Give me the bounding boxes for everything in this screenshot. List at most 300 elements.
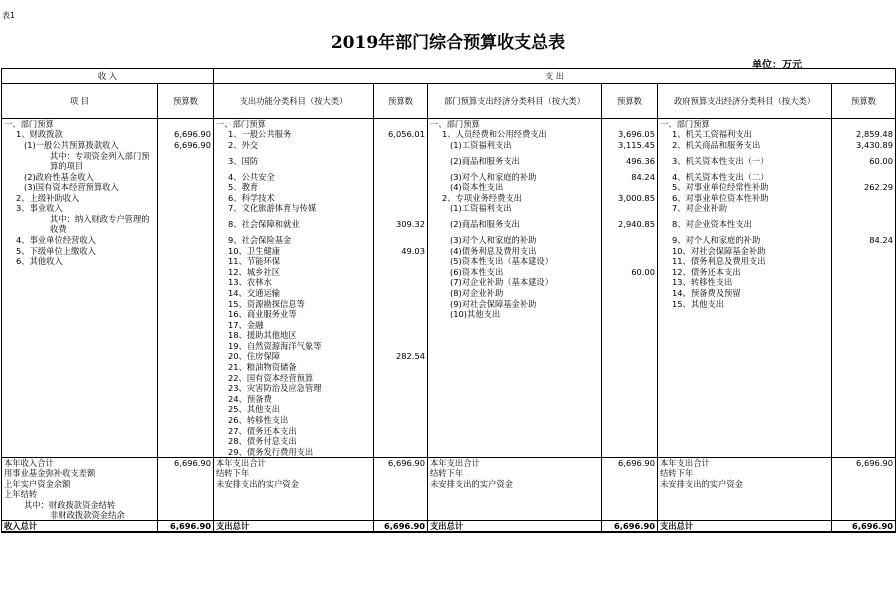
item-cell: 6、其他收入 [2, 256, 158, 267]
item-cell [658, 404, 832, 415]
amount-cell: 309.32 [374, 214, 428, 235]
item-cell: 上年实户资金余额 [2, 478, 158, 489]
amount-cell: 2,940.85 [602, 214, 658, 235]
amount-cell [602, 447, 658, 458]
amount-cell [374, 341, 428, 352]
amount-cell [602, 351, 658, 362]
item-cell: 结转下年 [214, 468, 374, 479]
item-cell [2, 425, 158, 436]
table-row [2, 415, 896, 426]
amount-cell [374, 298, 428, 309]
item-cell: 一、部门预算 [658, 119, 832, 130]
item-cell: 3、国防 [214, 150, 374, 171]
amount-cell [832, 119, 896, 130]
item-cell [2, 277, 158, 288]
amount-cell [832, 298, 896, 309]
amount-cell: 60.00 [832, 150, 896, 171]
amount-cell [158, 468, 214, 479]
item-cell: (9)对社会保障基金补助 [428, 298, 602, 309]
amount-cell [832, 478, 896, 489]
table-row [2, 288, 896, 299]
item-cell: 26、转移性支出 [214, 415, 374, 426]
amount-cell [158, 192, 214, 203]
amount-cell [832, 330, 896, 341]
item-cell [2, 362, 158, 373]
item-cell [658, 362, 832, 373]
item-cell: (1)一般公共预算拨款收入 [2, 140, 158, 151]
amount-cell [374, 140, 428, 151]
amount-cell [832, 277, 896, 288]
item-cell: 10、对社会保障基金补助 [658, 245, 832, 256]
amount-cell [602, 500, 658, 511]
item-cell: 13、转移性支出 [658, 277, 832, 288]
item-cell: 19、自然资源海洋气象等 [214, 341, 374, 352]
item-cell [658, 500, 832, 511]
amount-cell [158, 298, 214, 309]
summary-row [2, 457, 896, 468]
item-cell [658, 425, 832, 436]
table-row [2, 383, 896, 394]
amount-cell [602, 309, 658, 320]
amount-cell [158, 372, 214, 383]
amount-cell [832, 192, 896, 203]
item-cell: 23、灾害防治及应急管理 [214, 383, 374, 394]
table-row [2, 319, 896, 330]
amount-cell [158, 425, 214, 436]
amount-cell [158, 383, 214, 394]
item-cell: 28、债务付息支出 [214, 436, 374, 447]
amount-cell [602, 203, 658, 214]
summary-row [2, 478, 896, 489]
amount-cell [158, 309, 214, 320]
column-header: 预算数 [374, 84, 428, 119]
amount-cell [832, 351, 896, 362]
amount-cell [374, 468, 428, 479]
amount-cell [158, 150, 214, 171]
item-cell [658, 330, 832, 341]
item-cell [658, 415, 832, 426]
table-row [2, 171, 896, 182]
item-cell [2, 383, 158, 394]
item-cell: 结转下年 [658, 468, 832, 479]
item-cell: 16、商业服务业等 [214, 309, 374, 320]
amount-cell [832, 436, 896, 447]
amount-cell [832, 266, 896, 277]
item-cell: 其中：财政拨款资金结转 [2, 500, 158, 511]
item-cell [214, 500, 374, 511]
amount-cell [602, 182, 658, 193]
item-cell [428, 351, 602, 362]
item-cell: 15、其他支出 [658, 298, 832, 309]
amount-cell: 6,696.90 [602, 457, 658, 468]
amount-cell [832, 425, 896, 436]
table-row [2, 214, 896, 235]
item-cell: (1)工资福利支出 [428, 203, 602, 214]
item-cell: 一、部门预算 [428, 119, 602, 130]
amount-cell [374, 362, 428, 373]
item-cell: 未安排支出的实户资金 [658, 478, 832, 489]
item-cell [428, 489, 602, 500]
amount-cell [158, 341, 214, 352]
item-cell [658, 319, 832, 330]
summary-row [2, 500, 896, 511]
item-cell: (4)资本性支出 [428, 182, 602, 193]
table-row [2, 245, 896, 256]
amount-cell [602, 510, 658, 521]
item-cell [2, 319, 158, 330]
amount-cell: 84.24 [602, 171, 658, 182]
item-cell: 非财政拨款资金结余 [2, 510, 158, 521]
amount-cell [158, 489, 214, 500]
amount-cell [374, 309, 428, 320]
item-cell: 支出总计 [428, 521, 602, 533]
amount-cell [832, 404, 896, 415]
amount-cell: 6,696.90 [158, 129, 214, 140]
summary-row [2, 510, 896, 521]
table-row [2, 351, 896, 362]
amount-cell [374, 319, 428, 330]
income-header: 收 入 [2, 69, 214, 84]
amount-cell [832, 214, 896, 235]
item-cell [2, 372, 158, 383]
table-row [2, 192, 896, 203]
amount-cell [832, 319, 896, 330]
item-cell: (3)对个人和家庭的补助 [428, 171, 602, 182]
amount-cell [602, 436, 658, 447]
item-cell: 支出总计 [214, 521, 374, 533]
amount-cell: 2,859.48 [832, 129, 896, 140]
amount-cell: 6,696.90 [374, 521, 428, 533]
amount-cell [832, 245, 896, 256]
amount-cell [374, 394, 428, 405]
table-row [2, 150, 896, 171]
item-cell: 其中：专项资金列入部门预算的项目 [2, 150, 158, 171]
item-cell [428, 341, 602, 352]
item-cell [658, 309, 832, 320]
item-cell [428, 425, 602, 436]
amount-cell [158, 362, 214, 373]
table-row [2, 362, 896, 373]
item-cell: (3)国有资本经营预算收入 [2, 182, 158, 193]
budget-table [1, 68, 896, 533]
item-cell: 21、粮油物资储备 [214, 362, 374, 373]
item-cell: 1、一般公共服务 [214, 129, 374, 140]
table-row [2, 203, 896, 214]
header-row-1 [2, 69, 896, 84]
item-cell: 2、上级补助收入 [2, 192, 158, 203]
column-header: 项 目 [2, 84, 158, 119]
item-cell: 5、教育 [214, 182, 374, 193]
item-cell: 8、社会保障和就业 [214, 214, 374, 235]
item-cell [428, 447, 602, 458]
amount-cell [374, 372, 428, 383]
item-cell: (1)工资福利支出 [428, 140, 602, 151]
item-cell [428, 404, 602, 415]
amount-cell [158, 404, 214, 415]
item-cell: 一、部门预算 [2, 119, 158, 130]
item-cell: 4、事业单位经营收入 [2, 235, 158, 246]
column-header: 部门预算支出经济分类科目（按大类） [428, 84, 602, 119]
table-row [2, 256, 896, 267]
amount-cell [158, 235, 214, 246]
item-cell: (8)对企业补助 [428, 288, 602, 299]
expense-header: 支 出 [214, 69, 896, 84]
amount-cell [374, 119, 428, 130]
amount-cell [832, 500, 896, 511]
item-cell: 24、预备费 [214, 394, 374, 405]
item-cell: 7、文化旅游体育与传媒 [214, 203, 374, 214]
item-cell [214, 489, 374, 500]
amount-cell: 6,696.90 [602, 521, 658, 533]
item-cell: 9、社会保险基金 [214, 235, 374, 246]
amount-cell [374, 510, 428, 521]
amount-cell [374, 203, 428, 214]
item-cell: (2)商品和服务支出 [428, 150, 602, 171]
item-cell: 结转下年 [428, 468, 602, 479]
amount-cell [374, 330, 428, 341]
amount-cell [158, 447, 214, 458]
amount-cell [158, 214, 214, 235]
item-cell: 12、债务还本支出 [658, 266, 832, 277]
column-header: 预算数 [832, 84, 896, 119]
item-cell [428, 330, 602, 341]
amount-cell: 84.24 [832, 235, 896, 246]
page-title: 2019年部门综合预算收支总表 [330, 33, 566, 53]
amount-cell: 6,696.90 [158, 521, 214, 533]
amount-cell [602, 383, 658, 394]
amount-cell: 3,430.89 [832, 140, 896, 151]
amount-cell [602, 415, 658, 426]
item-cell: (2)商品和服务支出 [428, 214, 602, 235]
item-cell: 22、国有资本经营预算 [214, 372, 374, 383]
amount-cell [832, 468, 896, 479]
amount-cell [832, 288, 896, 299]
amount-cell [602, 468, 658, 479]
item-cell: (4)债务利息及费用支出 [428, 245, 602, 256]
amount-cell [158, 319, 214, 330]
amount-cell [602, 478, 658, 489]
amount-cell [832, 447, 896, 458]
amount-cell: 49.03 [374, 245, 428, 256]
item-cell: 用事业基金弥补收支差额 [2, 468, 158, 479]
item-cell [2, 330, 158, 341]
summary-row [2, 489, 896, 500]
amount-cell [602, 288, 658, 299]
item-cell [428, 500, 602, 511]
amount-cell [602, 394, 658, 405]
item-cell [428, 372, 602, 383]
item-cell: 11、债务利息及费用支出 [658, 256, 832, 267]
amount-cell [158, 330, 214, 341]
amount-cell [602, 277, 658, 288]
amount-cell [832, 203, 896, 214]
amount-cell [602, 235, 658, 246]
amount-cell [374, 182, 428, 193]
amount-cell [158, 288, 214, 299]
amount-cell [158, 256, 214, 267]
item-cell: 17、金融 [214, 319, 374, 330]
item-cell: 27、债务还本支出 [214, 425, 374, 436]
item-cell: 13、农林水 [214, 277, 374, 288]
amount-cell [374, 404, 428, 415]
item-cell [428, 362, 602, 373]
item-cell [428, 510, 602, 521]
table-row [2, 298, 896, 309]
item-cell [2, 436, 158, 447]
item-cell [658, 436, 832, 447]
column-header: 政府预算支出经济分类科目（按大类） [658, 84, 832, 119]
table-row [2, 425, 896, 436]
amount-cell [158, 500, 214, 511]
table-body [2, 69, 896, 533]
amount-cell [158, 171, 214, 182]
amount-cell [602, 372, 658, 383]
item-cell [658, 394, 832, 405]
item-cell [2, 341, 158, 352]
amount-cell [602, 425, 658, 436]
table-row [2, 235, 896, 246]
amount-cell [374, 150, 428, 171]
item-cell [2, 404, 158, 415]
amount-cell [374, 383, 428, 394]
amount-cell [374, 447, 428, 458]
amount-cell: 6,696.90 [158, 140, 214, 151]
item-cell: 其中：纳入财政专户管理的收费 [2, 214, 158, 235]
item-cell: 1、人员经费和公用经费支出 [428, 129, 602, 140]
item-cell [658, 372, 832, 383]
item-cell: 25、其他支出 [214, 404, 374, 415]
item-cell [2, 351, 158, 362]
item-cell: 5、对事业单位经常性补助 [658, 182, 832, 193]
amount-cell [158, 277, 214, 288]
amount-cell [374, 478, 428, 489]
amount-cell: 282.54 [374, 351, 428, 362]
item-cell: 14、预备费及预留 [658, 288, 832, 299]
item-cell: (10)其他支出 [428, 309, 602, 320]
amount-cell [602, 489, 658, 500]
amount-cell [374, 500, 428, 511]
item-cell: 29、债务发行费用支出 [214, 447, 374, 458]
item-cell [2, 266, 158, 277]
item-cell: (2)政府性基金收入 [2, 171, 158, 182]
amount-cell [602, 319, 658, 330]
amount-cell [602, 341, 658, 352]
item-cell: 1、机关工资福利支出 [658, 129, 832, 140]
amount-cell: 6,696.90 [832, 521, 896, 533]
amount-cell [832, 394, 896, 405]
item-cell: 11、节能环保 [214, 256, 374, 267]
amount-cell [374, 256, 428, 267]
amount-cell [832, 383, 896, 394]
item-cell: (6)资本性支出 [428, 266, 602, 277]
item-cell: 3、事业收入 [2, 203, 158, 214]
amount-cell [832, 510, 896, 521]
table-row [2, 372, 896, 383]
amount-cell [602, 245, 658, 256]
item-cell: 4、机关资本性支出（二） [658, 171, 832, 182]
item-cell [658, 510, 832, 521]
item-cell: 12、城乡社区 [214, 266, 374, 277]
amount-cell [832, 309, 896, 320]
item-cell [658, 351, 832, 362]
table-row [2, 330, 896, 341]
item-cell: (5)资本性支出（基本建设） [428, 256, 602, 267]
item-cell: 5、下级单位上缴收入 [2, 245, 158, 256]
item-cell: 7、对企业补助 [658, 203, 832, 214]
item-cell: 2、机关商品和服务支出 [658, 140, 832, 151]
amount-cell: 3,115.45 [602, 140, 658, 151]
item-cell: 支出总计 [658, 521, 832, 533]
item-cell: 6、科学技术 [214, 192, 374, 203]
amount-cell [158, 394, 214, 405]
item-cell: 本年支出合计 [428, 457, 602, 468]
amount-cell [158, 119, 214, 130]
column-header: 预算数 [602, 84, 658, 119]
amount-cell: 60.00 [602, 266, 658, 277]
item-cell [428, 319, 602, 330]
table-row [2, 436, 896, 447]
item-cell [658, 489, 832, 500]
item-cell: 2、专项业务经费支出 [428, 192, 602, 203]
amount-cell [374, 192, 428, 203]
amount-cell [832, 415, 896, 426]
amount-cell: 3,000.85 [602, 192, 658, 203]
item-cell [2, 288, 158, 299]
item-cell [658, 341, 832, 352]
amount-cell [374, 489, 428, 500]
item-cell: 本年支出合计 [214, 457, 374, 468]
header-row-2 [2, 84, 896, 119]
item-cell: 4、公共安全 [214, 171, 374, 182]
amount-cell [158, 351, 214, 362]
summary-row [2, 468, 896, 479]
table-row [2, 140, 896, 151]
item-cell: 6、对事业单位资本性补助 [658, 192, 832, 203]
item-cell [2, 415, 158, 426]
item-cell: (7)对企业补助（基本建设） [428, 277, 602, 288]
item-cell: (3)对个人和家庭的补助 [428, 235, 602, 246]
item-cell [2, 309, 158, 320]
item-cell [428, 383, 602, 394]
amount-cell [832, 256, 896, 267]
table-row [2, 129, 896, 140]
item-cell: 1、财政拨款 [2, 129, 158, 140]
item-cell: 收入总计 [2, 521, 158, 533]
table-number: 表1 [2, 11, 16, 20]
column-header: 预算数 [158, 84, 214, 119]
amount-cell [602, 404, 658, 415]
item-cell: 8、对企业资本性支出 [658, 214, 832, 235]
amount-cell [374, 415, 428, 426]
amount-cell [832, 341, 896, 352]
item-cell [658, 383, 832, 394]
amount-cell [158, 266, 214, 277]
amount-cell [374, 436, 428, 447]
table-row [2, 266, 896, 277]
amount-cell [832, 372, 896, 383]
item-cell: 本年支出合计 [658, 457, 832, 468]
table-row [2, 309, 896, 320]
item-cell: 9、对个人和家庭的补助 [658, 235, 832, 246]
amount-cell [602, 362, 658, 373]
item-cell [658, 447, 832, 458]
amount-cell [602, 330, 658, 341]
amount-cell: 6,696.90 [158, 457, 214, 468]
amount-cell [374, 277, 428, 288]
table-row [2, 394, 896, 405]
item-cell: 上年结转 [2, 489, 158, 500]
table-row [2, 277, 896, 288]
